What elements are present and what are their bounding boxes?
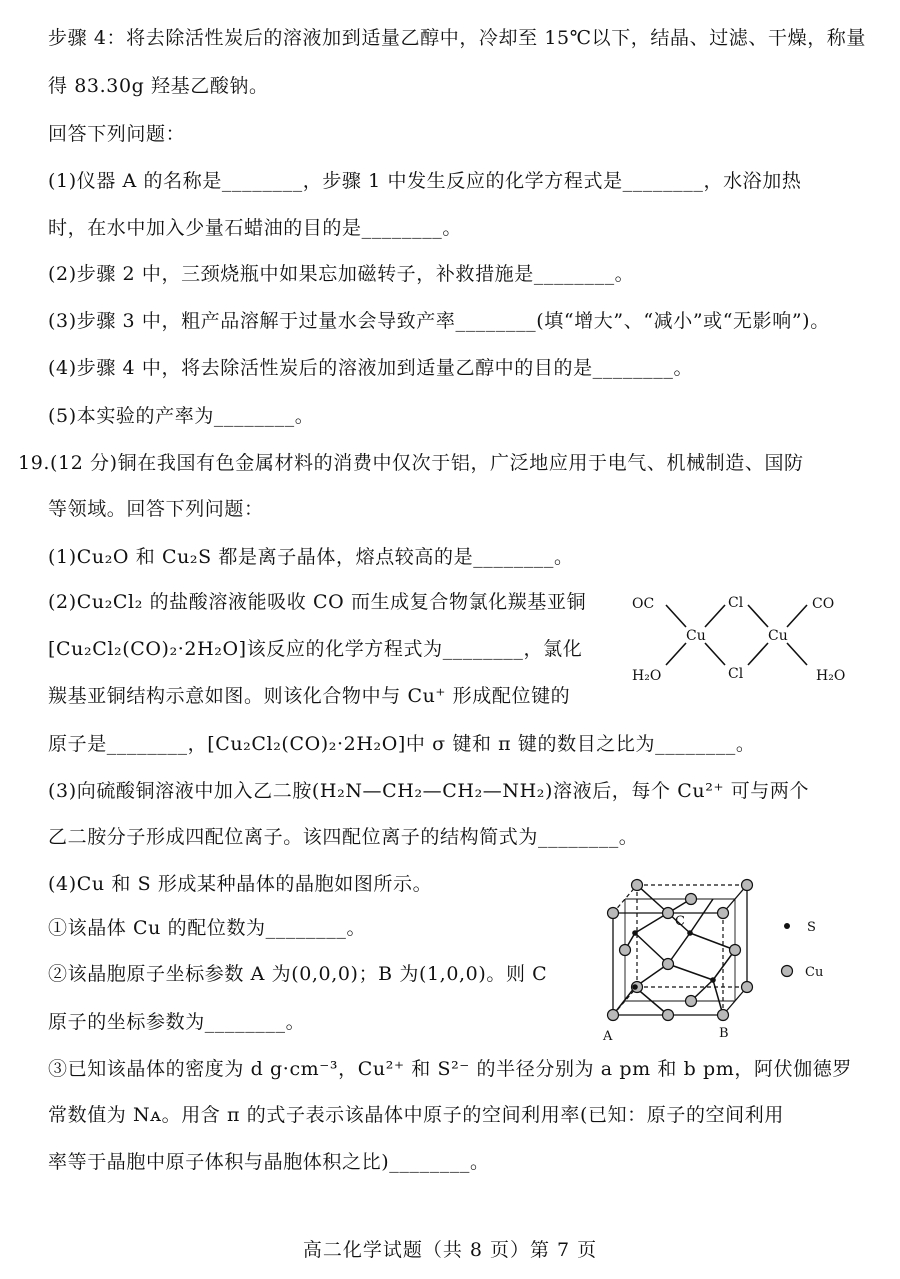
text-line: 等领域。回答下列问题： <box>48 498 264 520</box>
text-line: (3)向硫酸铜溶液中加入乙二胺(H₂N—CH₂—CH₂—NH₂)溶液后，每个 Cu²⁺ 可与两个 <box>48 780 810 802</box>
unit-cell-figure <box>595 875 865 1045</box>
oc-label: OC <box>632 596 655 612</box>
text-line: (4)步骤 4 中，将去除活性炭后的溶液加到适量乙醇中的目的是________。 <box>48 357 694 379</box>
text-line: 得 83.30g 羟基乙酸钠。 <box>48 75 269 97</box>
text-line: (1)Cu₂O 和 Cu₂S 都是离子晶体，熔点较高的是________。 <box>48 546 574 568</box>
text-line: 羰基亚铜结构示意如图。则该化合物中与 Cu⁺ 形成配位键的 <box>48 685 571 707</box>
text-line: (3)步骤 3 中，粗产品溶解于过量水会导致产率________(填“增大”、“减小”或“无影响”)。 <box>48 310 830 332</box>
text-line: (5)本实验的产率为________。 <box>48 405 315 427</box>
text-line: 常数值为 Nᴀ。用含 π 的式子表示该晶体中原子的空间利用率(已知：原子的空间利用 <box>48 1104 784 1126</box>
text-line: 回答下列问题： <box>48 123 186 145</box>
text-line: 原子是________，[Cu₂Cl₂(CO)₂·2H₂O]中 σ 键和 π 键的数目之比为________。 <box>48 733 756 755</box>
question-19-heading: 19.(12 分)铜在我国有色金属材料的消费中仅次于铝，广泛地应用于电气、机械制造、国防 <box>18 452 804 474</box>
text-line: 率等于晶胞中原子体积与晶胞体积之比)________。 <box>48 1151 490 1173</box>
text-line: (2)Cu₂Cl₂ 的盐酸溶液能吸收 CO 而生成复合物氯化羰基亚铜 <box>48 591 587 613</box>
legend-cu-label: Cu <box>805 965 824 980</box>
text-line: (4)Cu 和 S 形成某种晶体的晶胞如图所示。 <box>48 873 433 895</box>
legend-s-symbol <box>784 923 790 929</box>
text-line: 时，在水中加入少量石蜡油的目的是________。 <box>48 217 463 239</box>
cu-right-label: Cu <box>768 628 788 644</box>
text-line: (2)步骤 2 中，三颈烧瓶中如果忘加磁转子，补救措施是________。 <box>48 263 635 285</box>
text-line: ③已知该晶体的密度为 d g·cm⁻³，Cu²⁺ 和 S²⁻ 的半径分别为 a pm 和 b pm，阿伏伽德罗 <box>48 1058 852 1080</box>
text-line: 步骤 4：将去除活性炭后的溶液加到适量乙醇中，冷却至 15℃以下，结晶、过滤、干燥，称量 <box>48 27 867 49</box>
cl-top-label: Cl <box>728 595 744 611</box>
text-line: ①该晶体 Cu 的配位数为________。 <box>48 917 367 939</box>
legend-cu-symbol <box>782 966 793 977</box>
h2o-right-label: H₂O <box>816 668 846 684</box>
legend-s-label: S <box>807 920 816 935</box>
h2o-left-label: H₂O <box>632 668 662 684</box>
atom-a-label: A <box>603 1029 613 1044</box>
complex-structure-figure <box>630 585 860 690</box>
text-line: 乙二胺分子形成四配位离子。该四配位离子的结构简式为________。 <box>48 826 639 848</box>
cu-left-label: Cu <box>686 628 706 644</box>
co-label: CO <box>812 596 835 612</box>
atom-b-label: B <box>719 1026 729 1041</box>
text-line: [Cu₂Cl₂(CO)₂·2H₂O]该反应的化学方程式为________，氯化 <box>48 638 583 660</box>
page-footer: 高二化学试题（共 8 页）第 7 页 <box>302 1239 598 1261</box>
text-line: 原子的坐标参数为________。 <box>48 1011 306 1033</box>
text-line: ②该晶胞原子坐标参数 A 为(0,0,0)；B 为(1,0,0)。则 C <box>48 963 548 985</box>
text-line: (1)仪器 A 的名称是________，步骤 1 中发生反应的化学方程式是________，水浴加热 <box>48 170 802 192</box>
atom-c-label: C <box>675 914 685 929</box>
cl-bottom-label: Cl <box>728 666 744 682</box>
